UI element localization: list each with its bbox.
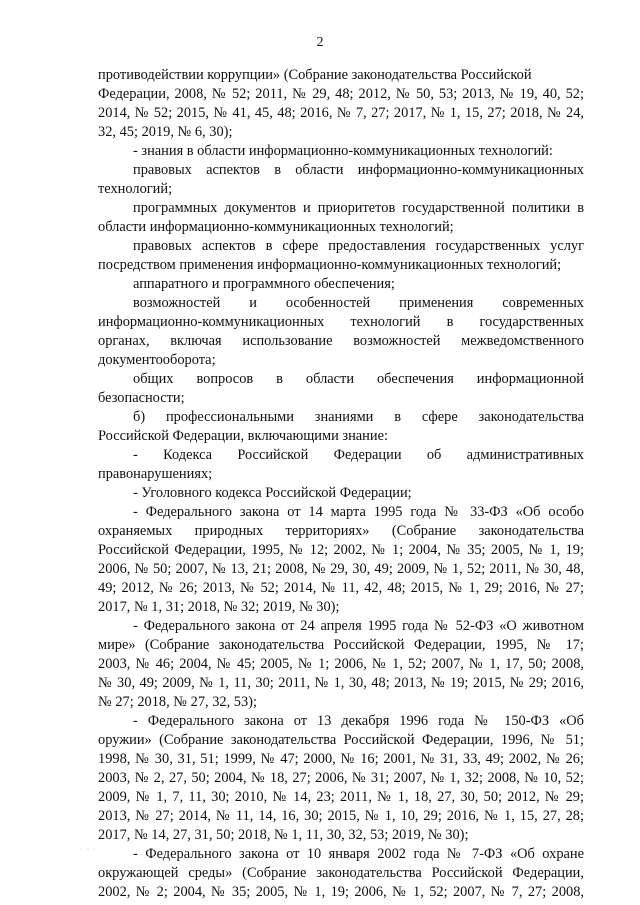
text-line: аппаратного и программного обеспечения; [133,276,395,292]
text-line: б) профессиональными знаниями в сфере законодательства [133,409,584,425]
text-line: 2003, № 2, 27, 50; 2004, № 18, 27; 2006, № 31; 2007, № 1, 32; 2008, № 10, 52; [98,770,584,786]
text-line: - Федерального закона от 10 января 2002 года № 7-ФЗ «Об охране [133,846,584,862]
text-line: охраняемых природных территориях» (Собрание законодательства [98,523,584,539]
text-line: общих вопросов в области обеспечения информационной [133,371,584,387]
text-line: области информационно-коммуникационных технологий; [98,219,454,235]
text-line: окружающей среды» (Собрание законодательства Российской Федерации, [98,865,584,881]
text-line: Федерации, 2008, № 52; 2011, № 29, 48; 2012, № 50, 53; 2013, № 19, 40, 52; [98,86,584,102]
text-line: - Федерального закона от 13 декабря 1996 года № 150-ФЗ «Об [133,713,584,729]
text-line: 2006, № 50; 2007, № 13, 21; 2008, № 29, 30, 49; 2009, № 1, 52; 2011, № 30, 48, [98,561,584,577]
text-line: 2014, № 52; 2015, № 41, 45, 48; 2016, № 7, 27; 2017, № 1, 15, 27; 2018, № 24, [98,105,584,121]
text-line: возможностей и особенностей применения современных [133,295,584,311]
text-line: Российской Федерации, 1995, № 12; 2002, № 1; 2004, № 35; 2005, № 1, 19; [98,542,584,558]
text-line: 2009, № 1, 7, 11, 30; 2010, № 14, 23; 2011, № 1, 18, 27, 30, 50; 2012, № 29; [98,789,584,805]
text-line: 1998, № 30, 31, 51; 1999, № 47; 2000, № 16; 2001, № 31, 33, 49; 2002, № 26; [98,751,584,767]
text-line: органах, включая использование возможностей межведомственного [98,333,584,349]
text-line: правонарушениях; [98,466,213,482]
text-line: информационно-коммуникационных технологий в государственных [98,314,584,330]
text-line: - Федерального закона от 14 марта 1995 года № 33-ФЗ «Об особо [133,504,584,520]
text-line: № 30, 49; 2009, № 1, 11, 30; 2011, № 1, 30, 48; 2013, № 19; 2015, № 29; 2016, [98,675,584,691]
text-line: № 27; 2018, № 27, 32, 53); [98,694,257,710]
text-line: программных документов и приоритетов государственной политики в [133,200,584,216]
text-line: - Уголовного кодекса Российской Федерации; [133,485,412,501]
page-number: 2 [316,35,324,50]
text-line: 49; 2012, № 26; 2013, № 52; 2014, № 11, 42, 48; 2015, № 1, 29; 2016, № 27; [98,580,584,596]
text-line: оружии» (Собрание законодательства Российской Федерации, 1996, № 51; [98,732,584,748]
text-line: 2017, № 14, 27, 31, 50; 2018, № 1, 11, 30, 32, 53; 2019, № 30); [98,827,469,843]
text-line: правовых аспектов в сфере предоставления государственных услуг [133,238,584,254]
text-line: мире» (Собрание законодательства Российской Федерации, 1995, № 17; [98,637,584,653]
text-line: 32, 45; 2019, № 6, 30); [98,124,233,140]
text-line: 2017, № 1, 31; 2018, № 32; 2019, № 30); [98,599,340,615]
text-line: - знания в области информационно-коммуникационных технологий: [133,143,553,159]
text-line: технологий; [98,181,173,197]
text-line: посредством применения информационно-коммуникационных технологий; [98,257,562,273]
text-line: - Кодекса Российской Федерации об административных [133,447,584,463]
text-line: правовых аспектов в области информационно-коммуникационных [133,162,584,178]
scan-artifact: · · · [80,845,97,854]
text-line: безопасности; [98,390,185,406]
text-line: 2013, № 27; 2014, № 11, 14, 16, 30; 2015, № 1, 10, 29; 2016, № 1, 15, 27, 28; [98,808,584,824]
text-line: 2002, № 2; 2004, № 35; 2005, № 1, 19; 2006, № 1, 52; 2007, № 7, 27; 2008, [98,884,584,900]
text-line: 2003, № 46; 2004, № 45; 2005, № 1; 2006, № 1, 52; 2007, № 1, 17, 50; 2008, [98,656,584,672]
text-line: Российской Федерации, включающими знание: [98,428,388,444]
text-line: - Федерального закона от 24 апреля 1995 года № 52-ФЗ «О животном [133,618,584,634]
text-line: документооборота; [98,352,216,368]
text-line: противодействии коррупции» (Собрание законодательства Российской [98,67,532,83]
